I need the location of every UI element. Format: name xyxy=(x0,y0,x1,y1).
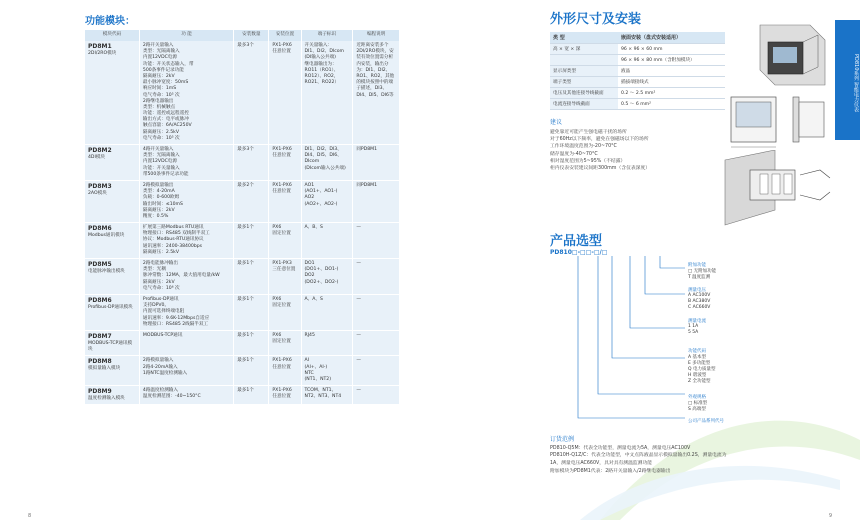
module-terminal: RJ45 xyxy=(301,330,353,355)
spec-key: 高 × 宽 × 深 xyxy=(550,44,618,55)
module-note: — xyxy=(353,386,400,405)
spec-value: 96 × 96 × 80 mm（含附加模块） xyxy=(618,55,725,66)
installation-notes-title: 建议 xyxy=(550,119,563,126)
module-terminal: A、B、S xyxy=(301,223,353,259)
module-position: PX6 固定位置 xyxy=(269,330,301,355)
model-option: □ 无附加功能 xyxy=(688,269,717,274)
module-qty: 最多1个 xyxy=(234,330,269,355)
model-option: S 高端型 xyxy=(688,407,706,412)
installation-notes xyxy=(550,118,650,172)
module-note: 近距离安装多个2DI/2RO模块，安装有效位置需分析内安装，输出分为：DI1、DI2、RO1、RO2，其他的模块按照中的端子描述，DI3、DI4、DI5、DI6等 xyxy=(353,41,400,145)
module-code-cell xyxy=(85,356,139,386)
spec-row xyxy=(550,77,725,88)
module-qty: 最多3个 xyxy=(234,145,269,181)
module-code-cell xyxy=(85,294,139,330)
page-number-left: 8 xyxy=(28,513,32,519)
install-line: 相对湿度范围为5~95%（不结露） xyxy=(550,158,626,164)
header-terminal: 端子标识 xyxy=(301,30,353,41)
module-function: 2路电能脉冲输出 类型：光耦 脉冲常数：12MA，最大值用电量/kW 隔离耐压：2kV 电气寿命：10⁶ 次 xyxy=(139,259,233,295)
header-function: 功 能 xyxy=(139,30,233,41)
spec-value: 96 × 96 × 60 mm xyxy=(618,44,725,55)
panel-mount-drawing xyxy=(740,20,835,90)
model-option: H 谐波型 xyxy=(688,373,707,378)
spec-row xyxy=(550,55,725,66)
module-name: 温度检测输入模块 xyxy=(88,396,125,402)
installation-drawing xyxy=(720,150,840,230)
module-code: PD8M1 xyxy=(88,43,112,50)
module-position: PX1-PX6 任意位置 xyxy=(269,180,301,222)
module-note: — xyxy=(353,223,400,259)
module-code: PD8M5 xyxy=(88,261,112,268)
model-option: 功能代码 xyxy=(688,349,706,354)
module-function: Profibus-DP通讯 支持DPV0。 内置可选择终端电阻 通讯速率：9.6K-12Mbps自适应 物理接口：RS485 2线隔半双工 xyxy=(139,294,233,330)
module-terminal: AO1 (AO1+、AO1-) AO2 (AO2+、AO2-) xyxy=(301,180,353,222)
module-row xyxy=(85,330,400,355)
module-function: MODBUS-TCP通讯 xyxy=(139,330,233,355)
module-qty: 最多2个 xyxy=(234,180,269,222)
spec-row xyxy=(550,44,725,55)
install-line: 对于60Hz以下频率，避免在强磁场以下的场所 xyxy=(550,137,649,143)
model-option: 5 5A xyxy=(688,330,699,335)
module-name: 4DI模块 xyxy=(88,155,106,161)
module-terminal: 开关量输入： DI1、DI2、DIcom (DI输入公共端) 继电器输出为： RO11（RO1）、 RO12）、RO2， RO21、RO22） xyxy=(301,41,353,145)
module-row xyxy=(85,356,400,386)
module-position: PX1-PX3 三任意位置 xyxy=(269,259,301,295)
module-qty: 最多1个 xyxy=(234,294,269,330)
module-note: — xyxy=(353,294,400,330)
module-terminal: DO1 (DO1+、DO1-) DO2 (DO2+、DO2-) xyxy=(301,259,353,295)
module-name: 电能脉冲输出模块 xyxy=(88,269,125,275)
module-row xyxy=(85,294,400,330)
spec-key: 显示屏类型 xyxy=(550,66,618,77)
module-code: PD8M6 xyxy=(88,225,112,233)
module-note: — xyxy=(353,356,400,386)
module-note: — xyxy=(353,330,400,355)
side-tab: PD810系列 智能电力仪表 xyxy=(835,20,860,140)
spec-value: 0.2 ～ 2.5 mm² xyxy=(618,88,725,99)
front-view-drawing xyxy=(726,92,786,152)
module-position: PX6 固定位置 xyxy=(269,294,301,330)
right-page xyxy=(430,0,860,523)
module-code: PD8M9 xyxy=(88,388,112,396)
module-function: 2路模拟量输出 类型：4-20mA 负载：0-600欧姆 输出时间：≤10mS 隔离耐压：2kV 精度：0.5% xyxy=(139,180,233,222)
dimension-section-title: 外形尺寸及安装 xyxy=(550,12,642,27)
spec-row xyxy=(550,66,725,77)
module-code: PD8M3 xyxy=(88,182,112,190)
module-function: 2路模拟量输入 2路4-20mA输入 1路NTC温度检测输入 xyxy=(139,356,233,386)
order-line: 附加模块为PD8M1代表：2路开关量输入/2路继电器输出 xyxy=(550,468,671,474)
spec-key: 端子类型 xyxy=(550,77,618,88)
module-code-cell xyxy=(85,180,139,222)
spec-row xyxy=(550,99,725,110)
module-row xyxy=(85,386,400,405)
module-row xyxy=(85,223,400,259)
module-code-cell xyxy=(85,223,139,259)
module-row xyxy=(85,180,400,222)
module-section-title: 功能模块： xyxy=(85,16,135,27)
module-note: 同PD8M1 xyxy=(353,180,400,222)
order-example xyxy=(550,435,727,475)
header-code: 模块代码 xyxy=(85,30,139,41)
module-terminal: AI (AI+、AI-) NTC (NT1、NT2) xyxy=(301,356,353,386)
model-option: 附加功能 xyxy=(688,263,706,268)
order-line: 1A，测量电压AC660V，具对具有测温监测功能 xyxy=(550,460,653,466)
install-line: 储存温度为-40~70°C xyxy=(550,151,598,157)
module-function: 2路开关量输入 类型：光隔离输入 内置12VDC电源 功能：开关状态输入，带 500条事件记录功能 隔离耐压：2kV 最小脉冲宽度：50mS 响应时间：1mS 电气寿命：10⁵ 次 2路继电器输出 类型：机械触点 功能：遥控或远程遥控 输出方式：电平或脉冲 触点容量：6A/AC250V 隔离耐压：2.5kV 电气寿命：10⁵ 次 xyxy=(139,41,233,145)
model-option: 外观规格 xyxy=(688,395,706,400)
model-option: 测量电流 xyxy=(688,319,706,324)
module-qty: 最多1个 xyxy=(234,223,269,259)
module-code: PD8M6 xyxy=(88,296,112,304)
module-row xyxy=(85,41,400,145)
module-code: PD8M2 xyxy=(88,147,112,154)
page-number-right: 9 xyxy=(828,513,832,519)
spec-table xyxy=(550,32,725,110)
module-position: PX1-PX6 任意位置 xyxy=(269,41,301,145)
module-function: 扩展第三路Modbus RTU通讯 物理接口：RS485 双线制半双工 协议：Modbus-RTU通讯协议 通讯速率：2400-38400bps 隔离耐压：2.5kV xyxy=(139,223,233,259)
model-option: A 基本型 xyxy=(688,355,707,360)
spec-key xyxy=(550,55,618,66)
side-view-drawing xyxy=(790,92,830,152)
model-option: B AC380V xyxy=(688,299,711,304)
module-name: 模拟量输入模块 xyxy=(88,366,121,372)
spec-key: 电压及其他连接导线截面 xyxy=(550,88,618,99)
header-note: 编程说明 xyxy=(353,30,400,41)
header-qty: 安装数量 xyxy=(234,30,269,41)
model-code: PD810□-□□-□/□ xyxy=(550,249,608,256)
module-name: 2AO模块 xyxy=(88,191,107,197)
model-option: 1 1A xyxy=(688,324,699,329)
module-position: PX6 固定位置 xyxy=(269,223,301,259)
module-code-cell xyxy=(85,41,139,145)
spec-value: 插拔端接线式 xyxy=(618,77,725,88)
model-option: A AC100V xyxy=(688,293,711,298)
model-option: T 温度监测 xyxy=(688,275,711,280)
module-name: 2DI/2RO模块 xyxy=(88,51,117,57)
module-qty: 最多1个 xyxy=(234,386,269,405)
selection-section-title: 产品选型 xyxy=(550,234,603,249)
model-option: Q 电力质量型 xyxy=(688,367,716,372)
order-line: PD810-Q5M：代表全功能型，测量电流为5A，测量电压AC100V xyxy=(550,445,691,451)
order-example-title: 订货范例 xyxy=(550,436,575,443)
module-name: Profibus-DP通讯模块 xyxy=(88,305,133,311)
module-qty: 最多1个 xyxy=(234,356,269,386)
spec-header-mount: 嵌面安装（盘式安装适用） xyxy=(618,32,725,44)
model-option: 公司产品系列代号 xyxy=(688,419,724,424)
module-name: Modbus通讯模块 xyxy=(88,233,125,239)
module-code: PD8M8 xyxy=(88,358,112,366)
spec-row xyxy=(550,88,725,99)
module-note: — xyxy=(353,259,400,295)
spec-key: 电流连接导线截面 xyxy=(550,99,618,110)
module-table-header xyxy=(85,30,400,41)
model-option: E 多功能型 xyxy=(688,361,711,366)
spec-value: 0.5 ～ 6 mm² xyxy=(618,99,725,110)
module-name: MODBUS-TCP通讯模块 xyxy=(88,340,133,353)
header-position: 安装位置 xyxy=(269,30,301,41)
module-terminal: TCOM、NT1、 NT2、NT3、NT4 xyxy=(301,386,353,405)
install-line: 柜内仪表安装建议间距300mm（含仪表深度） xyxy=(550,165,651,171)
module-note: 同PD8M1 xyxy=(353,145,400,181)
module-row xyxy=(85,145,400,181)
module-function: 4路温度检测输入 温度检测范围：-40~150°C xyxy=(139,386,233,405)
model-option: Z 全功能型 xyxy=(688,379,711,384)
module-function: 4路开关量输入 类型：光隔离输入 内置12VDC电源 功能：开关量输入 带500条事件记录功能 xyxy=(139,145,233,181)
install-line: 避免靠近可能产生强电磁干扰的场所 xyxy=(550,130,627,135)
module-code-cell xyxy=(85,386,139,405)
model-option: C AC660V xyxy=(688,305,711,310)
model-option: 测量电压 xyxy=(688,288,706,293)
module-row xyxy=(85,259,400,295)
module-terminal: DI1、DI2、DI3、 DI4、DI5、DI6、 DIcom (DIcom输入公共端) xyxy=(301,145,353,181)
module-code-cell xyxy=(85,259,139,295)
module-code: PD8M7 xyxy=(88,332,112,340)
module-position: PX1-PX6 任意位置 xyxy=(269,145,301,181)
model-option: □ 标准型 xyxy=(688,401,708,406)
order-line: PD810H-Q1Z/C：代表全功能型，中文点阵液晶显示模拟量输出0.2S，测量电流为 xyxy=(550,453,727,459)
install-line: 工作环境温度范围为-20~70°C xyxy=(550,144,617,150)
module-position: PX1-PX6 任意位置 xyxy=(269,356,301,386)
model-tree-lines xyxy=(570,256,690,426)
module-position: PX1-PX6 任意位置 xyxy=(269,386,301,405)
module-table xyxy=(85,30,400,405)
module-code-cell xyxy=(85,330,139,355)
module-code-cell xyxy=(85,145,139,181)
spec-header-type: 类 型 xyxy=(550,32,618,44)
module-qty: 最多3个 xyxy=(234,41,269,145)
module-terminal: A、A、S xyxy=(301,294,353,330)
module-qty: 最多1个 xyxy=(234,259,269,295)
spec-value: 液晶 xyxy=(618,66,725,77)
